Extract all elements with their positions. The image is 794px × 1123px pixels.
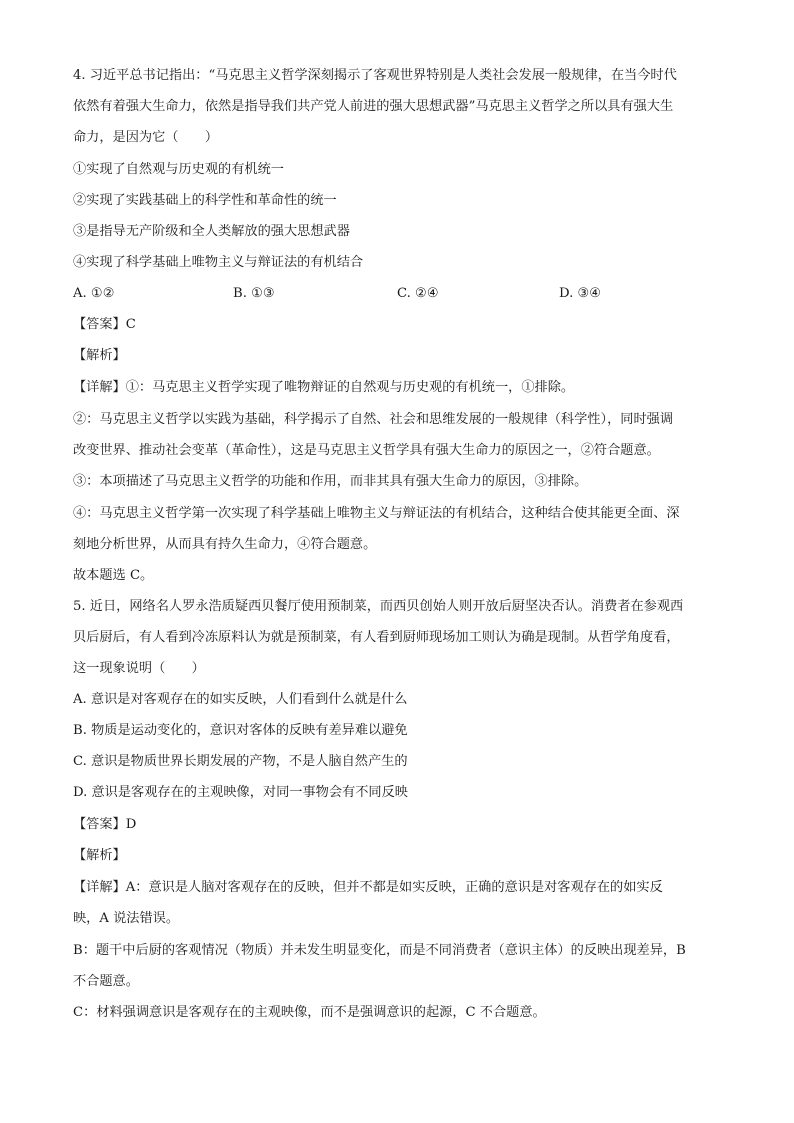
q4-option-d: D. ③④ [559, 286, 602, 301]
q4-detail-line-3: 改变世界、推动社会变革（革命性），这是马克思主义哲学具有强大生命力的原因之一，②符合题意。 [73, 443, 660, 458]
q4-stem-line-1: 4. 习近平总书记指出：“马克思主义哲学深刻揭示了客观世界特别是人类社会发展一般规律，在当今时代 [73, 68, 677, 83]
q5-analysis-heading: 【解析】 [73, 848, 126, 863]
q5-detail-line-1: 【详解】A：意识是人脑对客观存在的反映，但并不都是如实反映，正确的意识是对客观存在的如实反 [73, 880, 663, 895]
q4-detail-line-2: ②：马克思主义哲学以实践为基础，科学揭示了自然、社会和思维发展的一般规律（科学性），同时强调 [73, 412, 674, 427]
q5-detail-line-5: C：材料强调意识是客观存在的主观映像，而不是强调意识的起源，C 不合题意。 [73, 1005, 546, 1020]
q4-statement-1: ①实现了自然观与历史观的有机统一 [73, 162, 284, 177]
q5-option-c: C. 意识是物质世界长期发展的产物，不是人脑自然产生的 [73, 754, 408, 769]
q4-statement-3: ③是指导无产阶级和全人类解放的强大思想武器 [73, 224, 350, 239]
q5-stem-line-2: 贝后厨后，有人看到冷冻原料认为就是预制菜，有人看到厨师现场加工则认为确是现制。从哲学角度看， [73, 630, 680, 645]
q4-option-b: B. ①③ [233, 286, 275, 301]
q5-detail-line-4: 不合题意。 [73, 974, 139, 989]
q5-stem-line-3: 这一现象说明（ ） [73, 661, 205, 676]
q5-detail-line-2: 映，A 说法错误。 [73, 911, 180, 926]
q4-stem-line-2: 依然有着强大生命力，依然是指导我们共产党人前进的强大思想武器”马克思主义哲学之所以具有强大生 [73, 99, 674, 114]
q5-answer: 【答案】D [73, 817, 137, 832]
q4-statement-4: ④实现了科学基础上唯物主义与辩证法的有机结合 [73, 255, 364, 270]
q4-statement-2: ②实现了实践基础上的科学性和革命性的统一 [73, 193, 337, 208]
q5-option-b: B. 物质是运动变化的，意识对客体的反映有差异难以避免 [73, 723, 408, 738]
q5-detail-line-3: B：题干中后厨的客观情况（物质）并未发生明显变化，而是不同消费者（意识主体）的反映出现差异，B [73, 943, 686, 958]
q4-detail-line-4: ③：本项描述了马克思主义哲学的功能和作用，而非其具有强大生命力的原因，③排除。 [73, 474, 588, 489]
q4-options [73, 284, 723, 304]
q4-detail-line-1: 【详解】①：马克思主义哲学实现了唯物辩证的自然观与历史观的有机统一，①排除。 [73, 380, 575, 395]
q5-stem-line-1: 5. 近日，网络名人罗永浩质疑西贝餐厅使用预制菜，而西贝创始人则开放后厨坚决否认。消费者在参观西 [73, 599, 684, 614]
q5-option-a: A. 意识是对客观存在的如实反映，人们看到什么就是什么 [73, 692, 408, 707]
q4-conclusion: 故本题选 C。 [73, 568, 154, 583]
q4-option-c: C. ②④ [397, 286, 439, 301]
q4-detail-line-5: ④：马克思主义哲学第一次实现了科学基础上唯物主义与辩证法的有机结合，这种结合使其能更全面、深 [73, 506, 680, 521]
q4-option-a: A. ①② [73, 286, 115, 301]
q4-answer: 【答案】C [73, 317, 136, 332]
q4-detail-line-6: 刻地分析世界，从而具有持久生命力，④符合题意。 [73, 537, 377, 552]
q4-stem-line-3: 命力，是因为它（ ） [73, 130, 219, 145]
q5-option-d: D. 意识是客观存在的主观映像，对同一事物会有不同反映 [73, 785, 408, 800]
q4-analysis-heading: 【解析】 [73, 348, 126, 363]
